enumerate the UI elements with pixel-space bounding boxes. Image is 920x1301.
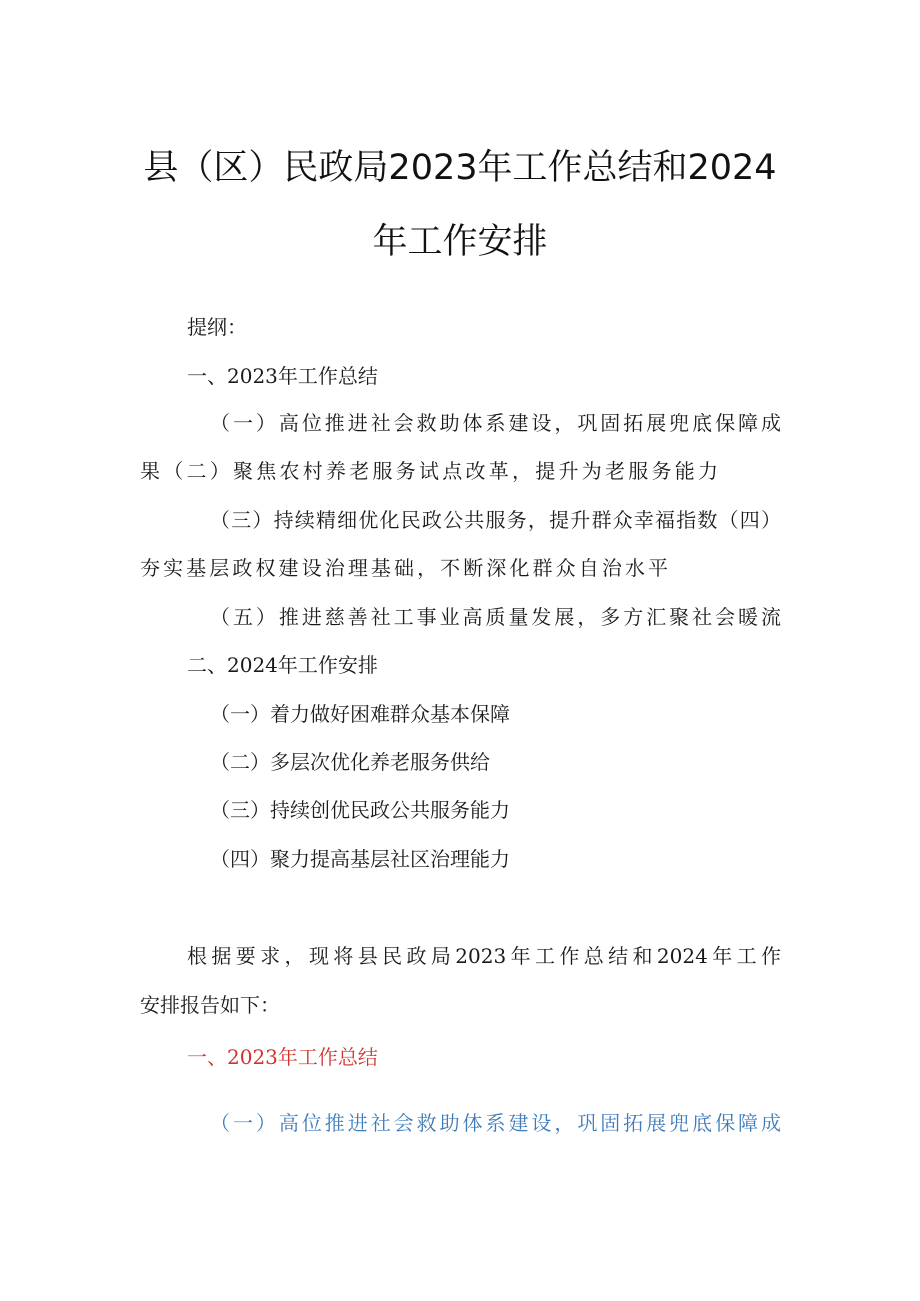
intro-line-2: 安排报告如下： — [140, 993, 280, 1017]
outline-item-1-line-1: （一）高位推进社会救助体系建设，巩固拓展兜底保障成 — [210, 411, 781, 435]
plan-item-1: （一）着力做好困难群众基本保障 — [210, 702, 510, 726]
plan-item-3: （三）持续创优民政公共服务能力 — [210, 798, 510, 822]
outline-item-3-line-2: 夯实基层政权建设治理基础，不断深化群众自治水平 — [140, 556, 668, 580]
body-subsection-1-heading: （一）高位推进社会救助体系建设，巩固拓展兜底保障成 — [210, 1111, 781, 1135]
outline-section-2-heading: 二、2024年工作安排 — [187, 653, 378, 677]
document-title-line-1: 县（区）民政局2023年工作总结和2024 — [143, 148, 777, 188]
outline-section-1-heading: 一、2023年工作总结 — [187, 364, 378, 388]
plan-item-4: （四）聚力提高基层社区治理能力 — [210, 847, 510, 871]
intro-line-1: 根据要求，现将县民政局2023年工作总结和2024年工作 — [187, 944, 781, 968]
outline-item-3-line-1: （三）持续精细优化民政公共服务，提升群众幸福指数（四） — [210, 508, 781, 532]
outline-item-1-line-2: 果（二）聚焦农村养老服务试点改革，提升为老服务能力 — [140, 459, 718, 483]
outline-item-5: （五）推进慈善社工事业高质量发展，多方汇聚社会暖流 — [210, 605, 781, 629]
plan-item-2: （二）多层次优化养老服务供给 — [210, 750, 490, 774]
body-section-1-heading: 一、2023年工作总结 — [187, 1045, 378, 1069]
outline-label: 提纲： — [187, 315, 247, 339]
document-title-line-2: 年工作安排 — [372, 222, 548, 262]
